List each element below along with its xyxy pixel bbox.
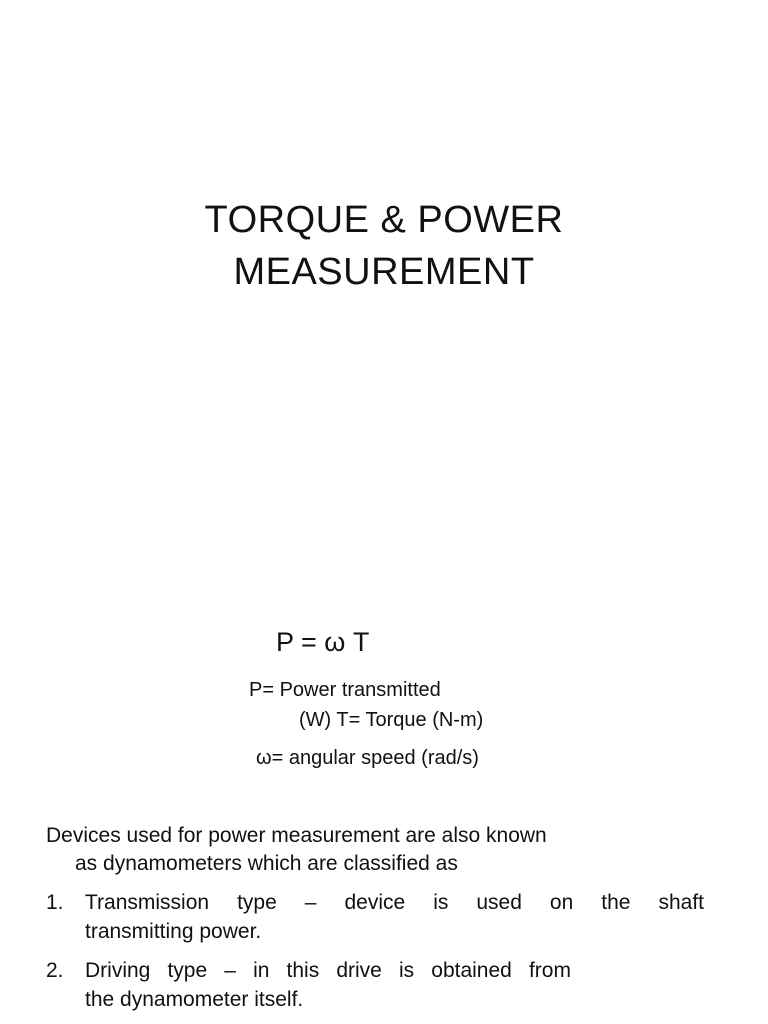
title-line-1: TORQUE & POWER xyxy=(204,199,564,241)
word: – xyxy=(224,959,236,982)
power-formula: P = ω T xyxy=(276,627,370,657)
word: used xyxy=(476,891,522,914)
list-item-line-2: transmitting power. xyxy=(85,920,262,943)
word: from xyxy=(528,959,571,982)
page-title xyxy=(0,194,768,298)
word: on xyxy=(549,891,574,914)
word: device xyxy=(344,891,406,914)
list-item-number: 1. xyxy=(46,891,64,914)
word: obtained xyxy=(431,959,512,982)
word: is xyxy=(433,891,449,914)
torque-definition: (W) T= Torque (N-m) xyxy=(299,709,484,731)
list-item-number: 2. xyxy=(46,959,64,982)
list-item-line-2: the dynamometer itself. xyxy=(85,988,304,1011)
word: Transmission xyxy=(85,891,210,914)
word: drive xyxy=(336,959,382,982)
word: in xyxy=(253,959,270,982)
angular-speed-definition: ω= angular speed (rad/s) xyxy=(256,747,479,769)
word: is xyxy=(398,959,415,982)
word: this xyxy=(286,959,320,982)
word: Driving xyxy=(85,959,151,982)
power-definition: P= Power transmitted xyxy=(249,679,441,701)
word: type xyxy=(167,959,208,982)
word: the xyxy=(601,891,631,914)
word: – xyxy=(304,891,317,914)
intro-line-1: Devices used for power measurement are also known xyxy=(46,824,547,847)
list-item-line-1 xyxy=(85,888,704,917)
intro-line-2: as dynamometers which are classified as xyxy=(75,852,458,875)
word: shaft xyxy=(658,891,704,914)
title-line-2: MEASUREMENT xyxy=(233,251,535,293)
list-item-line-1 xyxy=(85,956,571,985)
word: type xyxy=(237,891,277,914)
